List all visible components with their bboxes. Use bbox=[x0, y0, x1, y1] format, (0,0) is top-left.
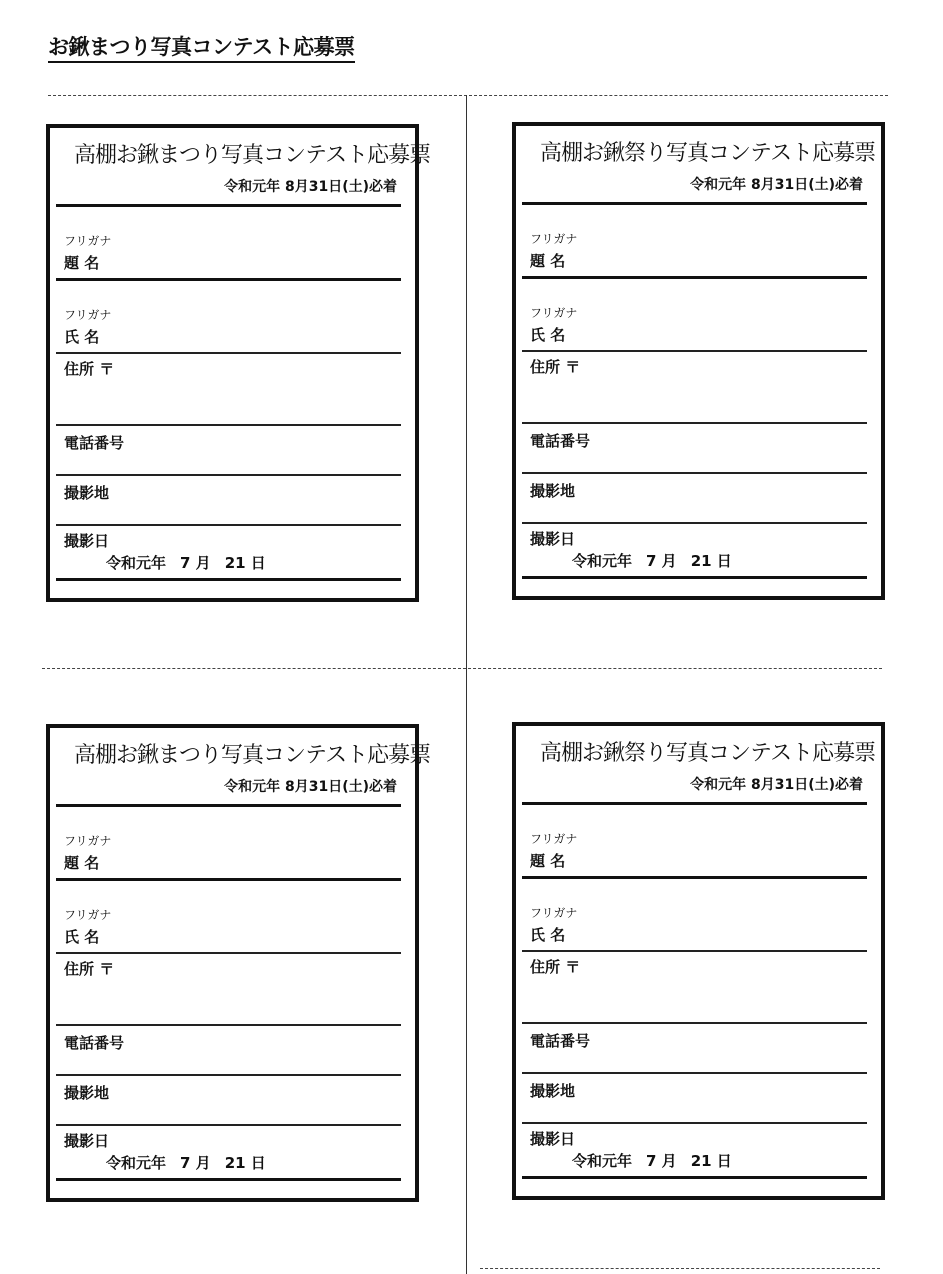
phone-label: 電話番号 bbox=[530, 432, 591, 450]
title-label: 題 名 bbox=[64, 854, 100, 872]
entry-card-2 bbox=[512, 122, 885, 600]
name-field[interactable] bbox=[56, 880, 401, 954]
cut-line-middle bbox=[42, 668, 882, 669]
name-label: 氏 名 bbox=[64, 928, 100, 946]
card-deadline: 令和元年 8月31日(土)必着 bbox=[224, 179, 397, 195]
shoot-date-field[interactable] bbox=[56, 526, 401, 581]
shoot-date-field[interactable] bbox=[56, 1126, 401, 1181]
furigana-label: フリガナ bbox=[64, 234, 112, 248]
shoot-date-value: 令和元年 7 月 21 日 bbox=[572, 552, 732, 570]
card-title: 高棚お鍬まつり写真コンテスト応募票 bbox=[74, 743, 431, 768]
card-header bbox=[522, 126, 876, 205]
furigana-label: フリガナ bbox=[530, 232, 578, 246]
phone-field[interactable] bbox=[56, 1026, 401, 1076]
furigana-label: フリガナ bbox=[530, 832, 578, 846]
shoot-date-value: 令和元年 7 月 21 日 bbox=[106, 554, 266, 572]
page-heading: お鍬まつり写真コンテスト応募票 bbox=[48, 34, 355, 63]
shoot-date-value: 令和元年 7 月 21 日 bbox=[106, 1154, 266, 1172]
title-label: 題 名 bbox=[64, 254, 100, 272]
location-field[interactable] bbox=[522, 474, 867, 524]
furigana-label: フリガナ bbox=[530, 906, 578, 920]
furigana-label: フリガナ bbox=[64, 308, 112, 322]
phone-label: 電話番号 bbox=[64, 434, 125, 452]
location-label: 撮影地 bbox=[64, 1084, 110, 1102]
location-field[interactable] bbox=[56, 476, 401, 526]
shoot-date-field[interactable] bbox=[522, 1124, 867, 1179]
card-deadline: 令和元年 8月31日(土)必着 bbox=[224, 779, 397, 795]
address-field[interactable] bbox=[522, 952, 867, 1024]
address-label: 住所 〒 bbox=[530, 358, 581, 376]
title-label: 題 名 bbox=[530, 252, 566, 270]
furigana-label: フリガナ bbox=[530, 306, 578, 320]
name-label: 氏 名 bbox=[530, 926, 566, 944]
card-deadline: 令和元年 8月31日(土)必着 bbox=[690, 777, 863, 793]
address-field[interactable] bbox=[522, 352, 867, 424]
cut-line-vertical bbox=[466, 95, 467, 1274]
title-field[interactable] bbox=[56, 804, 401, 881]
phone-field[interactable] bbox=[522, 1024, 867, 1074]
address-label: 住所 〒 bbox=[64, 960, 115, 978]
address-field[interactable] bbox=[56, 354, 401, 426]
shoot-date-value: 令和元年 7 月 21 日 bbox=[572, 1152, 732, 1170]
furigana-label: フリガナ bbox=[64, 834, 112, 848]
name-label: 氏 名 bbox=[530, 326, 566, 344]
location-field[interactable] bbox=[522, 1074, 867, 1124]
card-deadline: 令和元年 8月31日(土)必着 bbox=[690, 177, 863, 193]
phone-label: 電話番号 bbox=[530, 1032, 591, 1050]
title-field[interactable] bbox=[522, 202, 867, 279]
card-header bbox=[56, 728, 431, 807]
title-label: 題 名 bbox=[530, 852, 566, 870]
name-field[interactable] bbox=[522, 278, 867, 352]
entry-card-3 bbox=[46, 724, 431, 1202]
entry-card-4 bbox=[512, 722, 885, 1200]
phone-label: 電話番号 bbox=[64, 1034, 125, 1052]
shoot-date-label: 撮影日 bbox=[64, 532, 110, 550]
address-label: 住所 〒 bbox=[530, 958, 581, 976]
location-field[interactable] bbox=[56, 1076, 401, 1126]
cut-line-top bbox=[48, 95, 888, 96]
shoot-date-label: 撮影日 bbox=[530, 530, 576, 548]
card-title: 高棚お鍬祭り写真コンテスト応募票 bbox=[540, 141, 876, 166]
location-label: 撮影地 bbox=[64, 484, 110, 502]
shoot-date-label: 撮影日 bbox=[64, 1132, 110, 1150]
card-title: 高棚お鍬祭り写真コンテスト応募票 bbox=[540, 741, 876, 766]
furigana-label: フリガナ bbox=[64, 908, 112, 922]
name-field[interactable] bbox=[522, 878, 867, 952]
address-label: 住所 〒 bbox=[64, 360, 115, 378]
address-field[interactable] bbox=[56, 954, 401, 1026]
name-field[interactable] bbox=[56, 280, 401, 354]
title-field[interactable] bbox=[522, 802, 867, 879]
phone-field[interactable] bbox=[56, 426, 401, 476]
name-label: 氏 名 bbox=[64, 328, 100, 346]
shoot-date-field[interactable] bbox=[522, 524, 867, 579]
location-label: 撮影地 bbox=[530, 1082, 576, 1100]
title-field[interactable] bbox=[56, 204, 401, 281]
shoot-date-label: 撮影日 bbox=[530, 1130, 576, 1148]
location-label: 撮影地 bbox=[530, 482, 576, 500]
entry-card-1 bbox=[46, 124, 431, 602]
card-header bbox=[56, 128, 431, 207]
card-header bbox=[522, 726, 876, 805]
card-title: 高棚お鍬まつり写真コンテスト応募票 bbox=[74, 143, 431, 168]
cut-line-bottom bbox=[480, 1268, 880, 1269]
phone-field[interactable] bbox=[522, 424, 867, 474]
